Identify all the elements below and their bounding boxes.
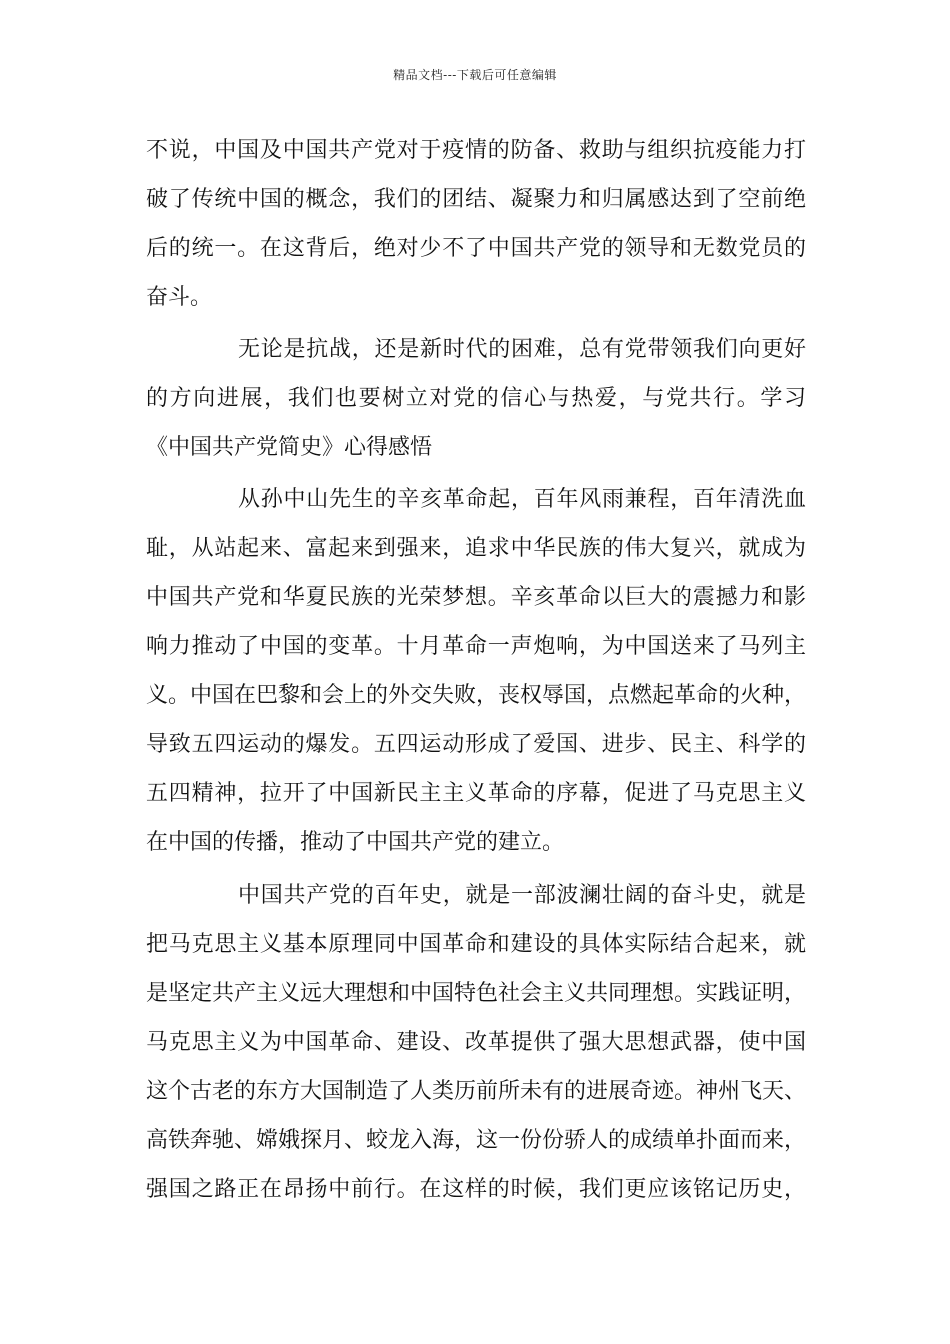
text-line: 破了传统中国的概念，我们的团结、凝聚力和归属感达到了空前绝 [146,187,806,212]
text-line: 后的统一。在这背后，绝对少不了中国共产党的领导和无数党员的 [146,236,806,261]
text-line: 在中国的传播，推动了中国共产党的建立。 [146,830,565,855]
text-line: 中国共产党和华夏民族的光荣梦想。辛亥革命以巨大的震撼力和影 [146,585,806,610]
text-line: 导致五四运动的爆发。五四运动形成了爱国、进步、民主、科学的 [146,732,806,757]
page-header: 精品文档---下载后可任意编辑 [393,68,557,82]
text-line: 中国共产党的百年史，就是一部波澜壮阔的奋斗史，就是 [238,883,806,908]
text-line: 义。中国在巴黎和会上的外交失败，丧权辱国，点燃起革命的火种， [146,683,807,708]
text-line: 强国之路正在昂扬中前行。在这样的时候，我们更应该铭记历史， [146,1177,806,1202]
text-line: 五四精神，拉开了中国新民主主义革命的序幕，促进了马克思主义 [146,781,806,806]
text-line: 高铁奔驰、嫦娥探月、蛟龙入海，这一份份骄人的成绩单扑面而来， [146,1128,807,1153]
text-line: 把马克思主义基本原理同中国革命和建设的具体实际结合起来，就 [146,932,806,957]
text-line: 这个古老的东方大国制造了人类历前所未有的进展奇迹。神州飞天、 [146,1079,807,1104]
text-line: 不说，中国及中国共产党对于疫情的防备、救助与组织抗疫能力打 [146,138,806,163]
text-line: 马克思主义为中国革命、建设、改革提供了强大思想武器，使中国 [146,1030,806,1055]
text-line: 的方向进展，我们也要树立对党的信心与热爱，与党共行。学习 [146,386,806,411]
text-line: 奋斗。 [146,285,213,310]
text-line: 无论是抗战，还是新时代的困难，总有党带领我们向更好 [238,337,806,362]
text-line: 耻，从站起来、富起来到强来，追求中华民族的伟大复兴，就成为 [146,536,806,561]
text-line: 响力推动了中国的变革。十月革命一声炮响，为中国送来了马列主 [146,634,806,659]
text-line: 是坚定共产主义远大理想和中国特色社会主义共同理想。实践证明， [146,981,807,1006]
text-line: 从孙中山先生的辛亥革命起，百年风雨兼程，百年清洗血 [238,487,806,512]
text-line: 《中国共产党简史》心得感悟 [146,435,433,460]
